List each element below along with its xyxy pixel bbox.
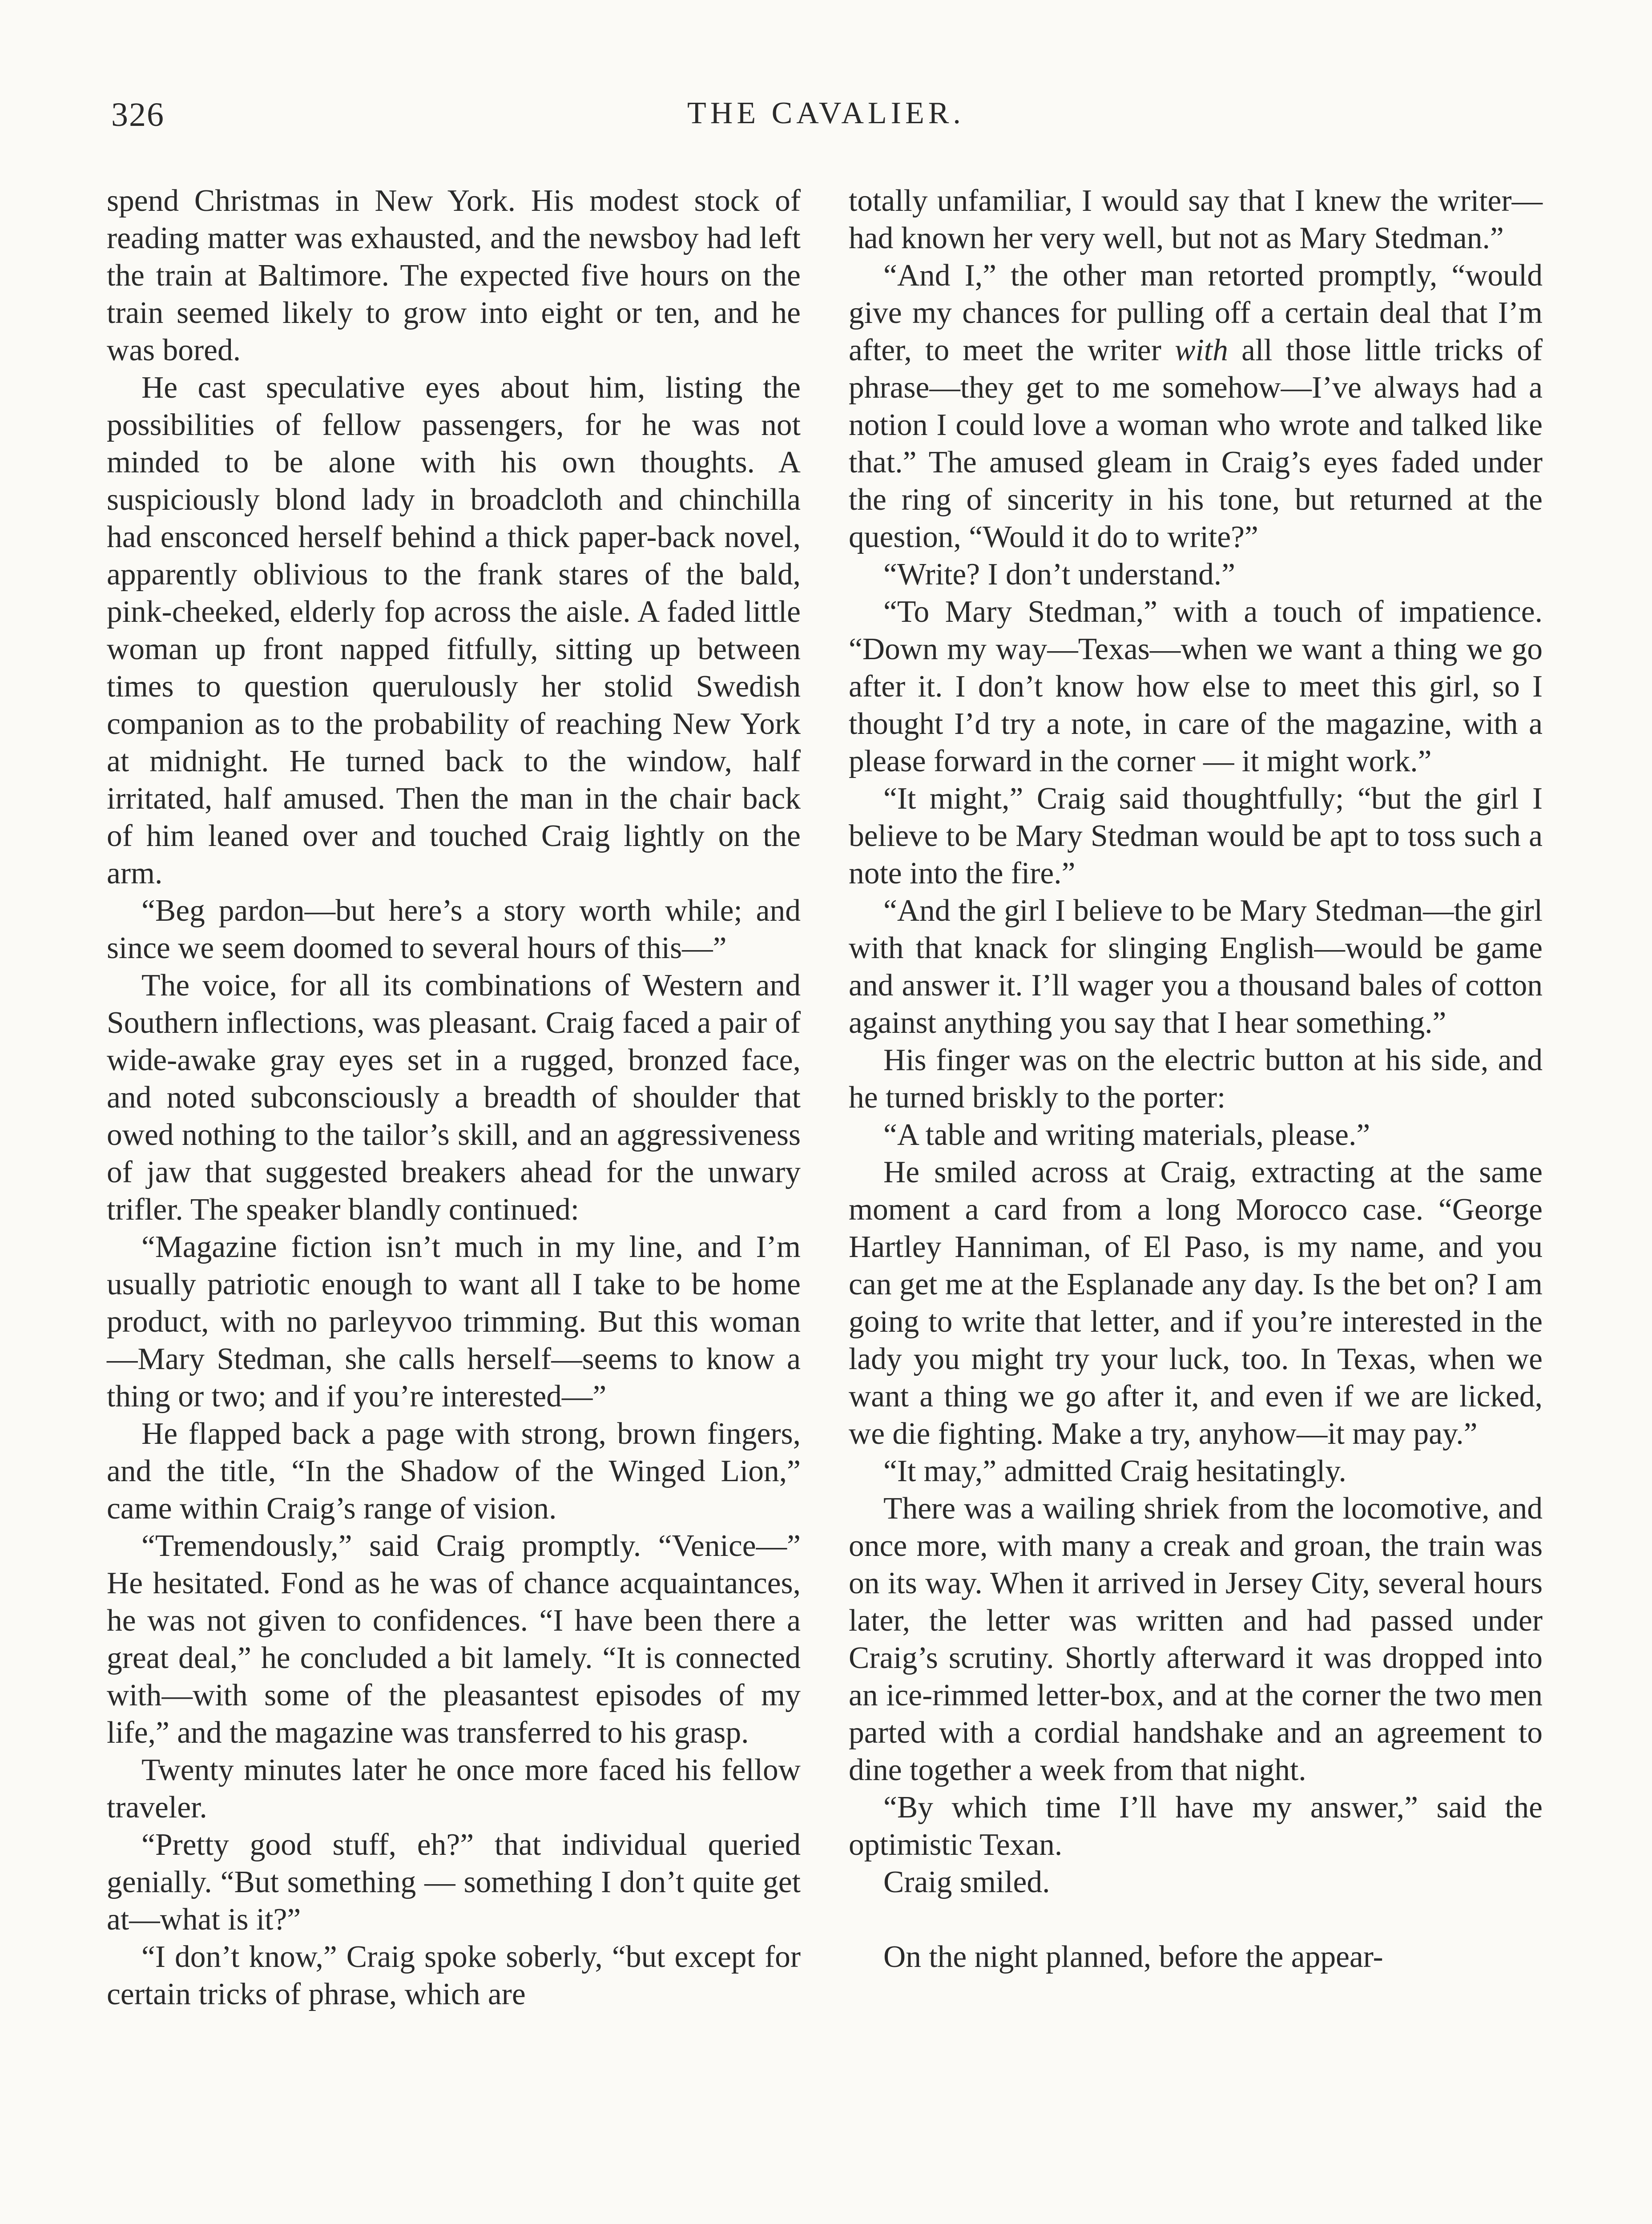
left-column <box>107 182 801 2013</box>
paragraph: “It might,” Craig said thoughtfully; “but the girl I believe to be Mary Stedman would be apt to toss such a note into the fire.” <box>849 782 1543 890</box>
paragraph: He flapped back a page with strong, brown fingers, and the title, “In the Shadow of the Winged Lion,” came within Craig’s range of vision. <box>107 1417 801 1526</box>
paragraph: “Beg pardon—but here’s a story worth while; and since we seem doomed to several hours of this—” <box>107 894 801 965</box>
paragraph: Twenty minutes later he once more faced his fellow traveler. <box>107 1753 801 1825</box>
paragraph: The voice, for all its combinations of Western and Southern inflections, was pleasant. Craig faced a pair of wide-awake gray eyes set in a rugged, bronzed face, and noted subconsciously a breadth of shoulder that owed nothing to the tailor’s skill, and an aggressiveness of jaw that suggested breakers ahead for the unwary trifler. The speaker blandly continued: <box>107 968 801 1227</box>
paragraph: “Write? I don’t understand.” <box>883 557 1236 592</box>
running-title: THE CAVALIER. <box>687 96 965 130</box>
paragraph: “A table and writing materials, please.” <box>883 1118 1370 1152</box>
paragraph: “I don’t know,” Craig spoke soberly, “but except for certain tricks of phrase, which are <box>107 1940 801 2011</box>
paragraph: There was a wailing shriek from the locomotive, and once more, with many a creak and groan, the train was on its way. When it arrived in Jersey City, several hours later, the letter was written and had passed under Craig’s scrutiny. Shortly afterward it was dropped into an ice-rimmed letter-box, and at the corner the two men parted with a cordial handshake and an agreement to dine together a week from that night. <box>849 1491 1543 1787</box>
running-header <box>111 96 1541 153</box>
paragraph: On the night planned, before the appear- <box>883 1940 1383 1974</box>
paragraph: spend Christmas in New York. His modest stock of reading matter was exhausted, and the newsboy had left the train at Baltimore. The expected five hours on the train seemed likely to grow into eight or ten, and he was bored. <box>107 184 801 367</box>
page-number: 326 <box>111 96 165 133</box>
paragraph-text: “And I,” the other man retorted promptly, “would give my chances for pulling off a certain deal that I’m after, to meet the writer <box>849 258 1543 367</box>
paragraph <box>849 257 1543 556</box>
paragraph: “Tremendously,” said Craig promptly. “Venice—” He hesitated. Fond as he was of chance acquaintances, he was not given to confidences. “I have been there a great deal,” he concluded a bit lamely. “It is connected with—with some of the pleasantest episodes of my life,” and the magazine was transferred to his grasp. <box>107 1529 801 1750</box>
paragraph: His finger was on the electric button at his side, and he turned briskly to the porter: <box>849 1043 1543 1115</box>
right-column <box>849 182 1543 1976</box>
paragraph: totally unfamiliar, I would say that I knew the writer—had known her very well, but not as Mary Stedman.” <box>849 184 1543 255</box>
paragraph: He smiled across at Craig, extracting at the same moment a card from a long Morocco case. “George Hartley Hanniman, of El Paso, is my name, and you can get me at the Esplanade any day. Is the bet on? I am going to write that letter, and if you’re interested in the lady you might try your luck, too. In Texas, when we want a thing we go after it, and even if we are licked, we die fighting. Make a try, anyhow—it may pay.” <box>849 1155 1543 1451</box>
paragraph: “And the girl I believe to be Mary Stedman—the girl with that knack for slinging English—would be game and answer it. I’ll wager you a thousand bales of cotton against anything you say that I hear something.” <box>849 894 1543 1040</box>
paragraph: Craig smiled. <box>883 1865 1050 1899</box>
paragraph: “By which time I’ll have my answer,” said the optimistic Texan. <box>849 1790 1543 1862</box>
paragraph: “It may,” admitted Craig hesitatingly. <box>883 1454 1346 1488</box>
emphasis-text: with <box>1175 333 1228 367</box>
paragraph-text: all those little tricks of phrase—they get to me somehow—I’ve always had a notion I could love a woman who wrote and talked like that.” The amused gleam in Craig’s eyes faded under the ring of sincerity in his tone, but returned at the question, “Would it do to write?” <box>849 333 1543 554</box>
paragraph: “Pretty good stuff, eh?” that individual queried genially. “But something — something I don’t quite get at—what is it?” <box>107 1828 801 1937</box>
paragraph: He cast speculative eyes about him, listing the possibilities of fellow passengers, for he was not minded to be alone with his own thoughts. A suspiciously blond lady in broadcloth and chinchilla had ensconced herself behind a thick paper-back novel, apparently oblivious to the frank stares of the bald, pink-cheeked, elderly fop across the aisle. A faded little woman up front napped fitfully, sitting up between times to question querulously her stolid Swedish companion as to the probability of reaching New York at midnight. He turned back to the window, half irritated, half amused. Then the man in the chair back of him leaned over and touched Craig lightly on the arm. <box>107 371 801 890</box>
paragraph: “To Mary Stedman,” with a touch of impatience. “Down my way—Texas—when we want a thing we go after it. I don’t know how else to meet this girl, so I thought I’d try a note, in care of the magazine, with a please forward in the corner — it might work.” <box>849 595 1543 778</box>
paragraph: “Magazine fiction isn’t much in my line, and I’m usually patriotic enough to want all I take to be home product, with no parleyvoo trimming. But this woman—Mary Stedman, she calls herself—seems to know a thing or two; and if you’re interested—” <box>107 1230 801 1414</box>
